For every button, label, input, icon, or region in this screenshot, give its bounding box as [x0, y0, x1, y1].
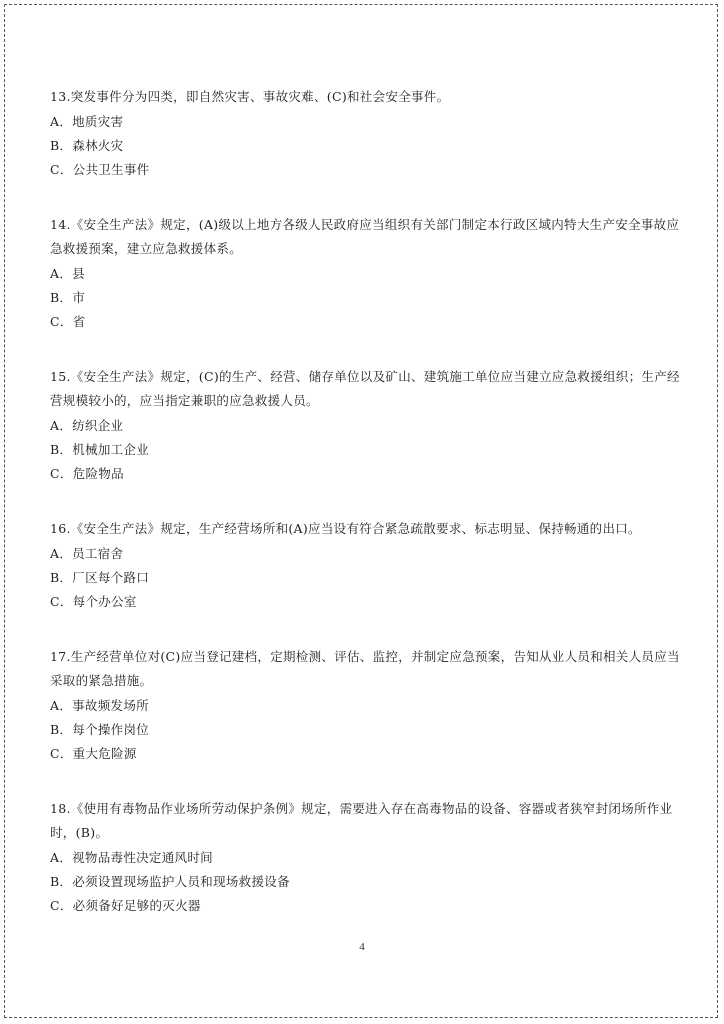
page-number: 4	[359, 941, 365, 953]
option-b: B．厂区每个路口	[50, 570, 150, 585]
document-body	[50, 85, 680, 949]
question-stem: 13.突发事件分为四类，即自然灾害、事故灾难、(C)和社会安全事件。	[50, 89, 450, 104]
option-a: A．视物品毒性决定通风时间	[50, 850, 213, 865]
question-15	[50, 365, 680, 486]
option-c: C．每个办公室	[50, 594, 137, 609]
question-stem: 16.《安全生产法》规定，生产经营场所和(A)应当设有符合紧急疏散要求、标志明显、保持畅通的出口。	[50, 521, 641, 536]
question-stem: 18.《使用有毒物品作业场所劳动保护条例》规定，需要进入存在高毒物品的设备、容器或者狭窄封闭场所作业时，(B)。	[50, 801, 673, 840]
question-16	[50, 517, 680, 614]
option-b: B．市	[50, 290, 86, 305]
option-c: C．省	[50, 314, 86, 329]
question-13	[50, 85, 680, 182]
question-stem: 17.生产经营单位对(C)应当登记建档，定期检测、评估、监控，并制定应急预案，告知从业人员和相关人员应当采取的紧急措施。	[50, 649, 680, 688]
option-a: A．纺织企业	[50, 418, 124, 433]
option-b: B．机械加工企业	[50, 442, 150, 457]
option-b: B．必须设置现场监护人员和现场救援设备	[50, 874, 290, 889]
option-a: A．地质灾害	[50, 114, 124, 129]
option-c: C．公共卫生事件	[50, 162, 150, 177]
option-a: A．县	[50, 266, 85, 281]
question-18	[50, 797, 680, 918]
option-a: A．员工宿舍	[50, 546, 124, 561]
option-b: B．每个操作岗位	[50, 722, 150, 737]
question-stem: 14.《安全生产法》规定，(A)级以上地方各级人民政府应当组织有关部门制定本行政区域内特大生产安全事故应急救援预案，建立应急救援体系。	[50, 217, 680, 256]
option-c: C．必须备好足够的灭火器	[50, 898, 201, 913]
option-c: C．危险物品	[50, 466, 124, 481]
question-17	[50, 645, 680, 766]
option-a: A．事故频发场所	[50, 698, 149, 713]
question-14	[50, 213, 680, 334]
option-b: B．森林火灾	[50, 138, 124, 153]
option-c: C．重大危险源	[50, 746, 137, 761]
question-stem: 15.《安全生产法》规定，(C)的生产、经营、储存单位以及矿山、建筑施工单位应当建立应急救援组织；生产经营规模较小的，应当指定兼职的应急救援人员。	[50, 369, 680, 408]
